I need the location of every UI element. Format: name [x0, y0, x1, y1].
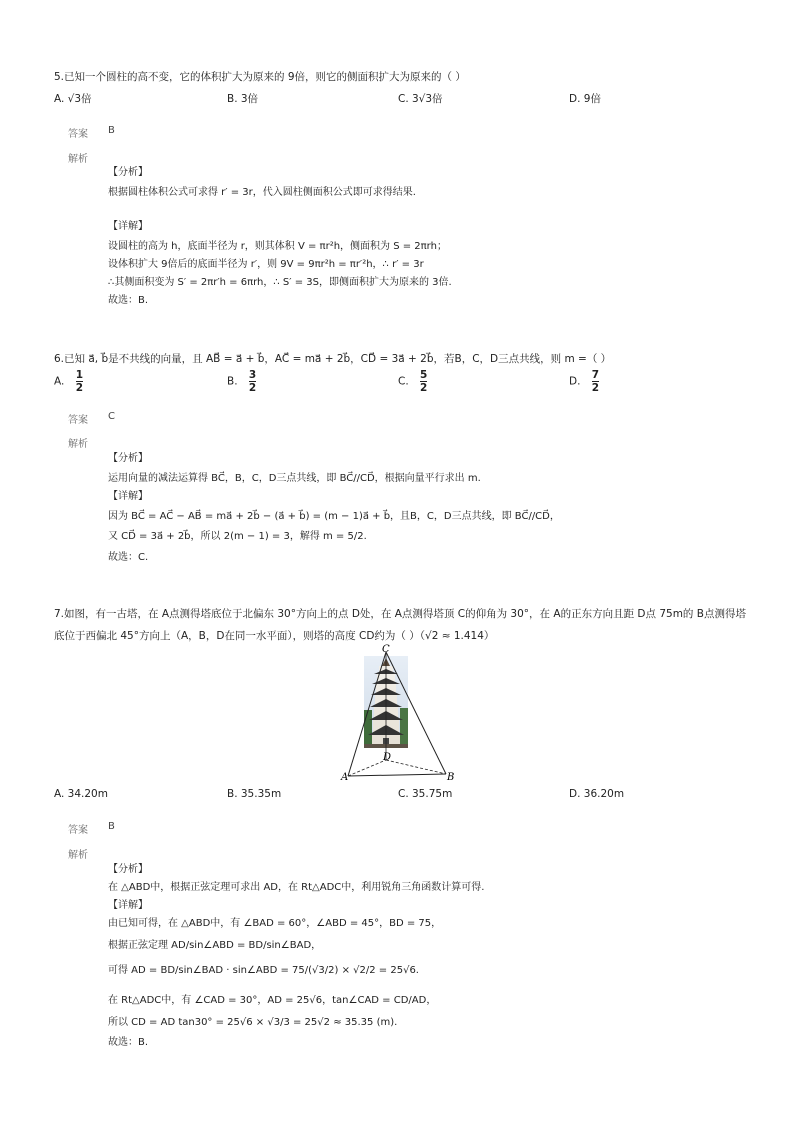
q5-line-3: 设圆柱的高为 h，底面半径为 r，则其体积 V = πr²h，侧面积为 S = 2πrh；: [108, 241, 447, 252]
q6-option-d-fraction: [592, 369, 599, 394]
q6-option-d-num: 7: [591, 369, 600, 381]
q7-option-a: A. 34.20m: [54, 788, 108, 800]
q7-option-b: B. 35.35m: [227, 788, 282, 800]
q5-line-1: 根据圆柱体积公式可求得 r′ = 3r，代入圆柱侧面积公式即可求得结果.: [108, 187, 416, 198]
q6-line-2: 【详解】: [108, 491, 148, 502]
q6-line-3: 因为 BC⃗ = AC⃗ − AB⃗ = ma⃗ + 2b⃗ − (a⃗ + b⃗) = (m − 1)a⃗ + b⃗，且B，C，D三点共线，即 BC⃗//CD⃗，: [108, 511, 560, 522]
q6-option-c-label: C.: [398, 375, 409, 388]
q6-option-c-num: 5: [420, 369, 428, 381]
q6-option-b-fraction: [249, 369, 256, 394]
q6-stem: 6.已知 a⃗, b⃗是不共线的向量，且 AB⃗ = a⃗ + b⃗，AC⃗ = ma⃗ + 2b⃗，CD⃗ = 3a⃗ + 2b⃗，若B，C，D三点共线，则 m =（ ）: [54, 353, 612, 365]
q6-option-a-num: 1: [75, 369, 83, 381]
q5-answer-label: 答案: [68, 129, 88, 140]
q6-option-d-label: D.: [569, 375, 581, 388]
q6-option-c-fraction: [420, 369, 427, 394]
q7-answer-label: 答案: [68, 825, 88, 836]
q5-line-2: 【详解】: [108, 221, 148, 232]
line-ad: [348, 760, 386, 776]
q6-option-d: [569, 369, 599, 394]
q5-line-0: 【分析】: [108, 167, 148, 178]
q6-option-b-label: B.: [227, 375, 238, 388]
q5-line-4: 设体积扩大 9倍后的底面半径为 r′，则 9V = 9πr²h = πr′²h，∴ r′ = 3r: [108, 259, 424, 270]
q6-line-1: 运用向量的减法运算得 BC⃗，B，C，D三点共线，即 BC⃗//CD⃗，根据向量平行求出 m.: [108, 473, 481, 484]
q7-stem-line1: 7.如图，有一古塔，在 A点测得塔底位于北偏东 30°方向上的点 D处，在 A点测得塔顶 C的仰角为 30°，在 A的正东方向且距 D点 75m的 B点测得塔: [54, 608, 746, 620]
q6-option-b-den: 2: [248, 382, 257, 394]
q5-line-6: 故选：B.: [108, 295, 149, 306]
q7-option-d: D. 36.20m: [569, 788, 625, 800]
label-b: B: [447, 772, 455, 783]
q7-analysis-label: 解析: [68, 850, 88, 861]
q7-line-8: 故选：B.: [108, 1037, 149, 1048]
q7-option-c: C. 35.75m: [398, 788, 453, 800]
q7-line-3: 由已知可得，在 △ABD中，有 ∠BAD = 60°，∠ABD = 45°，BD = 75，: [108, 918, 442, 929]
q7-line-1: 在 △ABD中，根据正弦定理可求出 AD，在 Rt△ADC中，利用锐角三角函数计算可得.: [108, 882, 485, 893]
q5-analysis-label: 解析: [68, 154, 88, 165]
q6-option-a-label: A.: [54, 375, 65, 388]
q7-line-0: 【分析】: [108, 864, 148, 875]
q6-answer: C: [108, 411, 115, 422]
q6-option-c: [398, 369, 427, 394]
q6-option-b-num: 3: [248, 369, 257, 381]
q6-answer-label: 答案: [68, 415, 88, 426]
q6-option-a-den: 2: [75, 382, 83, 394]
q5-option-c: C. 3√3倍: [398, 93, 443, 105]
label-c: C: [382, 644, 390, 655]
q6-option-d-den: 2: [591, 382, 600, 394]
q5-answer: B: [108, 125, 115, 136]
q7-line-2: 【详解】: [108, 900, 148, 911]
q5-option-b: B. 3倍: [227, 93, 259, 105]
q6-line-0: 【分析】: [108, 453, 148, 464]
q7-line-7: 所以 CD = AD tan30° = 25√6 × √3/3 = 25√2 ≈ 35.35 (m).: [108, 1017, 398, 1028]
label-d: D: [383, 752, 392, 763]
q5-line-5: ∴其侧面积变为 S′ = 2πr′h = 6πrh，∴ S′ = 3S，即侧面积扩大为原来的 3倍.: [108, 277, 452, 288]
q6-line-4: 又 CD⃗ = 3a⃗ + 2b⃗，所以 2(m − 1) = 3，解得 m = 5/2.: [108, 531, 367, 542]
q7-stem-line2: 底位于西偏北 45°方向上（A，B，D在同一水平面），则塔的高度 CD约为（ ）（√2 ≈ 1.414）: [54, 630, 495, 642]
q5-option-d: D. 9倍: [569, 93, 601, 105]
q6-analysis-label: 解析: [68, 439, 88, 450]
q6-option-a: [54, 369, 83, 394]
q7-line-4: 根据正弦定理 AD/sin∠ABD = BD/sin∠BAD，: [108, 940, 322, 951]
q5-option-a: A. √3倍: [54, 93, 92, 105]
q5-stem: 5.已知一个圆柱的高不变，它的体积扩大为原来的 9倍，则它的侧面积扩大为原来的（ ）: [54, 71, 466, 83]
tower-figure: [330, 640, 470, 785]
label-a: A: [341, 772, 349, 783]
line-ab: [348, 774, 446, 776]
q6-option-c-den: 2: [420, 382, 428, 394]
q7-line-5: 可得 AD = BD/sin∠BAD · sin∠ABD = 75/(√3/2) × √2/2 = 25√6.: [108, 965, 419, 976]
line-db: [386, 760, 446, 774]
q6-option-a-fraction: [76, 369, 83, 394]
q7-line-6: 在 Rt△ADC中，有 ∠CAD = 30°，AD = 25√6，tan∠CAD = CD/AD，: [108, 995, 437, 1006]
q7-answer: B: [108, 821, 115, 832]
q6-option-b: [227, 369, 256, 394]
q6-line-5: 故选：C.: [108, 552, 149, 563]
